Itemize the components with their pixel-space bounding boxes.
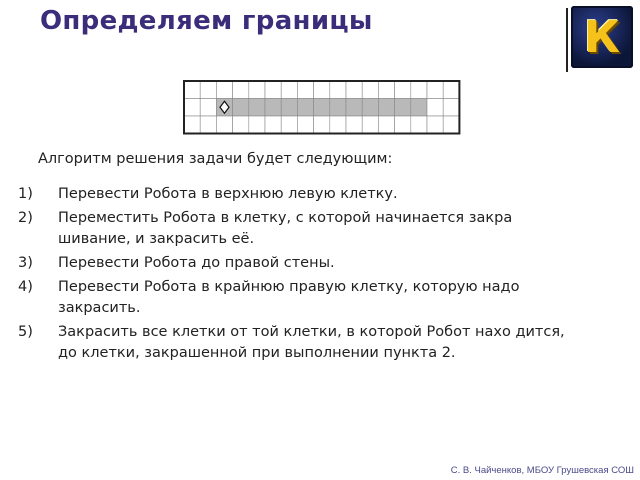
field-cell [427, 99, 443, 117]
field-cell [200, 99, 216, 117]
shaded-cell [297, 99, 313, 117]
field-cell [265, 116, 281, 134]
field-cell [216, 81, 232, 99]
algorithm-steps [14, 184, 574, 367]
field-cell [200, 116, 216, 134]
shaded-cell [330, 99, 346, 117]
field-cell [411, 81, 427, 99]
field-cell [427, 81, 443, 99]
slide-title: Определяем границы [40, 6, 373, 36]
shaded-cell [314, 99, 330, 117]
shaded-cell [265, 99, 281, 117]
shaded-cell [249, 99, 265, 117]
field-cell [330, 116, 346, 134]
shaded-cell [378, 99, 394, 117]
field-cell [443, 116, 459, 134]
field-cell [411, 116, 427, 134]
field-cell [314, 81, 330, 99]
field-cell [233, 116, 249, 134]
shaded-cell [281, 99, 297, 117]
field-cell [362, 81, 378, 99]
list-item: 4) Перевести Робота в крайнюю правую клетку, которую надо закрасить. [18, 279, 520, 316]
field-cell [330, 81, 346, 99]
shaded-cell [233, 99, 249, 117]
field-cell [346, 116, 362, 134]
list-item: 1) Перевести Робота в верхнюю левую клетку. [18, 186, 398, 202]
field-cell [216, 116, 232, 134]
field-cell [200, 81, 216, 99]
field-cell [281, 116, 297, 134]
author-footer: С. В. Чайченков, МБОУ Грушевская СОШ [450, 465, 634, 476]
field-cell [443, 99, 459, 117]
shaded-cell [346, 99, 362, 117]
field-cell [281, 81, 297, 99]
list-item: 2) Переместить Робота в клетку, с которой начинается закра шивание, и закрасить её. [18, 210, 513, 247]
field-cell [346, 81, 362, 99]
field-cell [443, 81, 459, 99]
field-cell [395, 116, 411, 134]
field-cell [378, 81, 394, 99]
field-cell [233, 81, 249, 99]
field-cell [378, 116, 394, 134]
field-cell [265, 81, 281, 99]
algorithm-intro: Алгоритм решения задачи будет следующим: [38, 151, 393, 167]
logo-k-icon: К [571, 6, 633, 68]
shaded-cell [362, 99, 378, 117]
shaded-cell [395, 99, 411, 117]
field-cell [184, 99, 200, 117]
field-cell [314, 116, 330, 134]
list-item: 5) Закрасить все клетки от той клетки, в которой Робот нахо дится, до клетки, закрашенной при выполнении пункта 2. [18, 324, 565, 361]
robot-field [183, 80, 462, 140]
field-cell [395, 81, 411, 99]
shaded-cell [411, 99, 427, 117]
title-divider [566, 8, 568, 72]
field-cell [249, 116, 265, 134]
field-cell [427, 116, 443, 134]
field-cell [184, 81, 200, 99]
field-cell [297, 81, 313, 99]
list-item: 3) Перевести Робота до правой стены. [18, 255, 335, 271]
robot-field-grid [183, 80, 462, 136]
field-cell [362, 116, 378, 134]
field-cell [184, 116, 200, 134]
field-cell [297, 116, 313, 134]
field-cell [249, 81, 265, 99]
